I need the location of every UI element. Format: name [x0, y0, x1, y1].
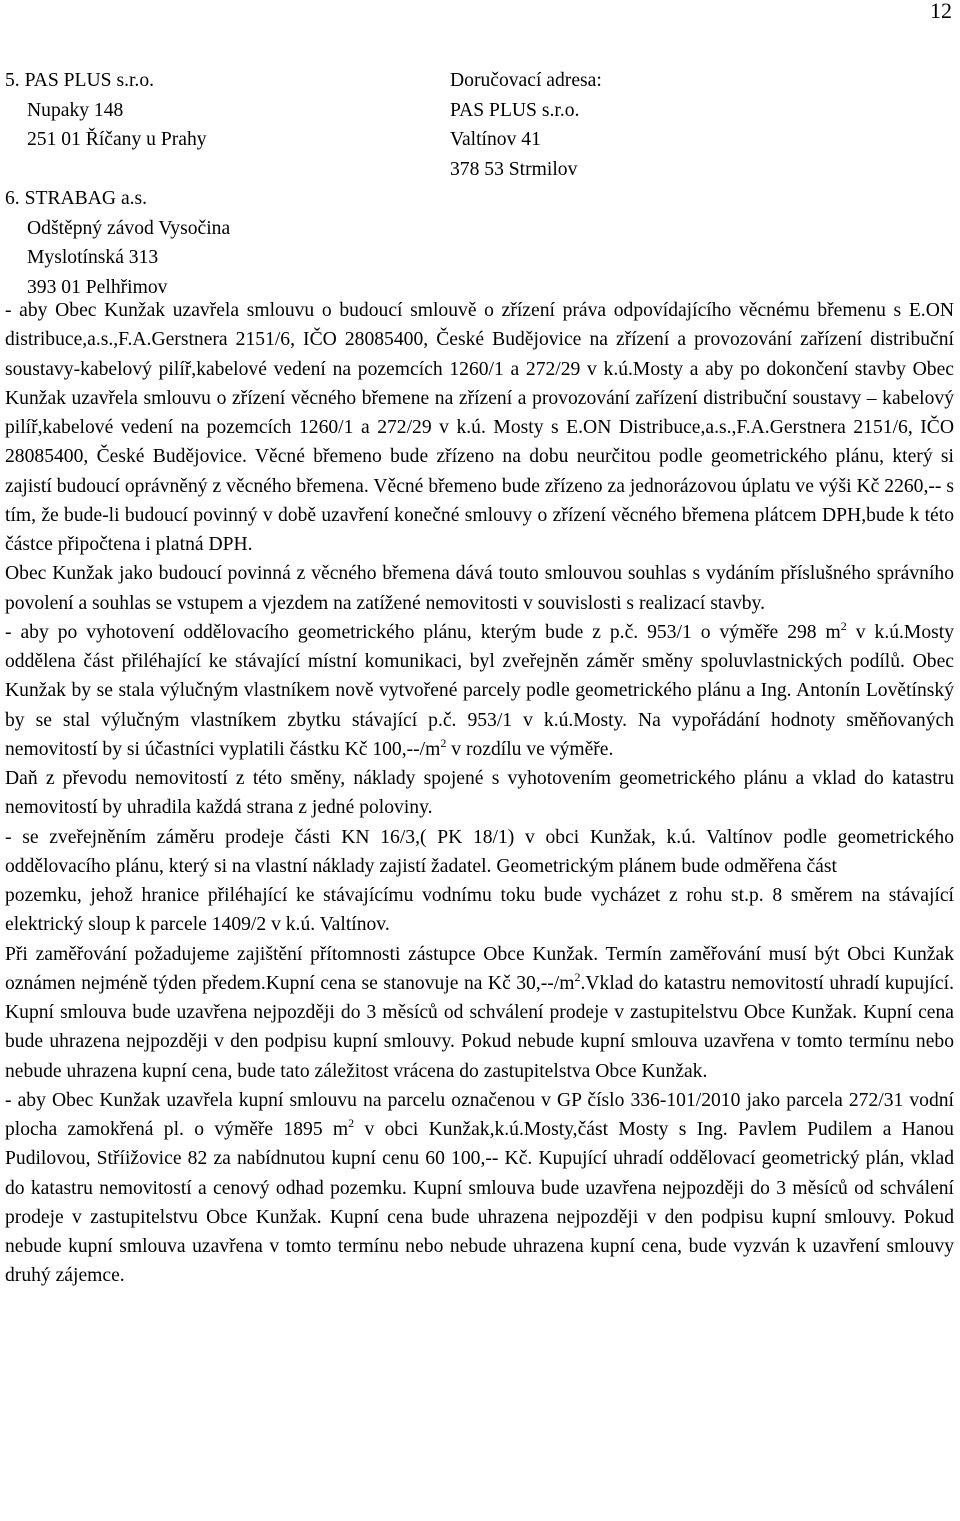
superscript: 2: [574, 969, 581, 984]
superscript: 2: [840, 618, 847, 633]
empty-cell: [5, 155, 450, 185]
text-run: v obci Kunžak,k.ú.Mosty,část Mosty s Ing. Pavlem Pudilem a Hanou Pudilovou, Stříižovice 82 za nabídnutou kupní cenu 60 100,-- Kč. Kupující uhradí oddělovací geometrický plán, vklad do katastru nemovitostí a cenový odhad pozemku. Kupní smlouva bude uzavřena nejpozději do 3 měsíců od schválení prodeje v zastupitelstvu Obce Kunžak. Kupní cena bude uhrazena nejpozději v den podpisu kupní smlouvy. Pokud nebude kupní smlouva uzavřena v tomto termínu nebo nebude uhrazena kupní cena, bude vyzván k uzavření smlouvy druhý zájemce.: [5, 1119, 954, 1287]
paragraph-easement: - aby Obec Kunžak uzavřela smlouvu o budoucí smlouvě o zřízení práva odpovídajícího věcnému břemenu s E.ON distribuce,a.s.,F.A.Gerstnera 2151/6, IČO 28085400, České Budějovice na zřízení a provozování zařízení distribuční soustavy-kabelový pilíř,kabelové vedení na pozemcích 1260/1 a 272/29 v k.ú.Mosty a aby po dokončení stavby Obec Kunžak uzavřela smlouvu o zřízení věcného břemene na zřízení a provozování zařízení distribuční soustavy – kabelový pilíř,kabelové vedení na pozemcích 1260/1 a 272/29 v k.ú. Mosty s E.ON Distribuce,a.s.,F.A.Gerstnera 2151/6, IČO 28085400, České Budějovice. Věcné břemeno bude zřízeno na dobu neurčitou podle geometrického plánu, který si zajistí budoucí oprávněný z věcného břemena. Věcné břemeno bude zřízeno za jednorázovou úplatu ve výši Kč 2260,-- s tím, že bude-li budoucí povinný v době uzavření konečné smlouvy o zřízení věcného břemena plátcem DPH,bude k této částce připočtena i platná DPH.: [5, 300, 954, 555]
paragraph-consent: Obec Kunžak jako budoucí povinná z věcného břemena dává touto smlouvou souhlas s vydáním příslušného správního povolení a souhlas se vstupem a vjezdem na zatížené nemovitosti v souvislosti s realizací stavby.: [5, 563, 954, 614]
address-row: [5, 214, 945, 244]
paragraph-exchange: [5, 618, 954, 764]
superscript: 2: [348, 1116, 355, 1130]
address-row: [5, 243, 945, 273]
paragraph-boundary: pozemku, jehož hranice přiléhající ke stávajícímu vodnímu toku bude vycházet z rohu st.p. 8 směrem na stávající elektrický sloup k parcele 1409/2 v k.ú. Valtínov.: [5, 885, 954, 936]
paragraph-tax: Daň z převodu nemovitostí z této směny, náklady spojené s vyhotovením geometrického plánu a vklad do katastru nemovitostí by uhradila každá strana z jedné poloviny.: [5, 768, 954, 819]
address-row: [5, 96, 945, 126]
text-run: v rozdílu ve výměře.: [446, 738, 614, 760]
text-run: Při zaměřování požadujeme zajištění přítomnosti zástupce Obce Kunžak. Termín zaměřování musí být Obci Kunžak oznámen nejméně týden předem.Kupní cena se stanovuje na Kč 30,--/m: [5, 943, 954, 994]
address-block: [5, 66, 945, 302]
page-number: 12: [930, 0, 952, 23]
paragraph-survey: [5, 940, 954, 1086]
paragraph-purchase: [5, 1086, 954, 1291]
text-run: .Vklad do katastru nemovitostí uhradí kupující. Kupní smlouva bude uzavřena nejpozději do 3 měsíců od schválení prodeje v zastupitelstvu Obce Kunžak. Kupní cena bude uhrazena nejpozději v den podpisu kupní smlouvy. Pokud nebude kupní smlouva uzavřena v tomto termínu nebo nebude uhrazena kupní cena, bude tato záležitost vrácena do zastupitelstva Obce Kunžak.: [5, 972, 954, 1082]
text-run: - aby po vyhotovení oddělovacího geometrického plánu, kterým bude z p.č. 953/1 o výměře 298 m: [5, 621, 841, 643]
address-row: [5, 155, 945, 185]
address-row: [5, 66, 945, 96]
paragraph-sale-intent: - se zveřejněním záměru prodeje části KN 16/3,( PK 18/1) v obci Kunžak, k.ú. Valtínov podle geometrického oddělovacího plánu, který si na vlastní náklady zajistí žadatel. Geometrickým plánem bude odměřena část: [5, 826, 954, 877]
delivery-address-label: Doručovací adresa:: [450, 70, 602, 91]
sender-name-6: 6. STRABAG a.s.: [5, 188, 148, 209]
sender-street: Nupaky 148: [27, 99, 124, 121]
address-row: [5, 125, 945, 155]
sender-street: Myslotínská 313: [27, 247, 159, 268]
superscript: 2: [440, 735, 447, 750]
delivery-city: 378 53 Strmilov: [450, 158, 578, 180]
address-row: [5, 184, 945, 214]
delivery-street: Valtínov 41: [450, 129, 541, 150]
text-run: - aby Obec Kunžak uzavřela kupní smlouvu na parcelu označenou v GP číslo 336-101/2010 jako parcela 272/31 vodní plocha zamokřená pl. o výměře 1895 m: [5, 1089, 954, 1140]
sender-city: 251 01 Říčany u Prahy: [27, 129, 207, 150]
delivery-company: PAS PLUS s.r.o.: [450, 99, 580, 121]
text-run: v k.ú.Mosty oddělena část přiléhající ke stávající místní komunikaci, byl zveřejněn záměr směny spoluvlastnických podílů. Obec Kunžak by se stala výlučným vlastníkem nově vytvořené parcely podle geometrického plánu a Ing. Antonín Lovětínský by se stal výlučným vlastníkem zbytku stávající p.č. 953/1 v k.ú.Mosty. Na vypořádání hodnoty směňovaných nemovitostí by si účastníci vyplatili částku Kč 100,--/m: [5, 621, 954, 760]
sender-branch: Odštěpný závod Vysočina: [27, 217, 231, 239]
sender-city: 393 01 Pelhřimov: [27, 276, 168, 298]
sender-name-5: 5. PAS PLUS s.r.o.: [5, 70, 155, 91]
resolution-body: [5, 296, 954, 1291]
